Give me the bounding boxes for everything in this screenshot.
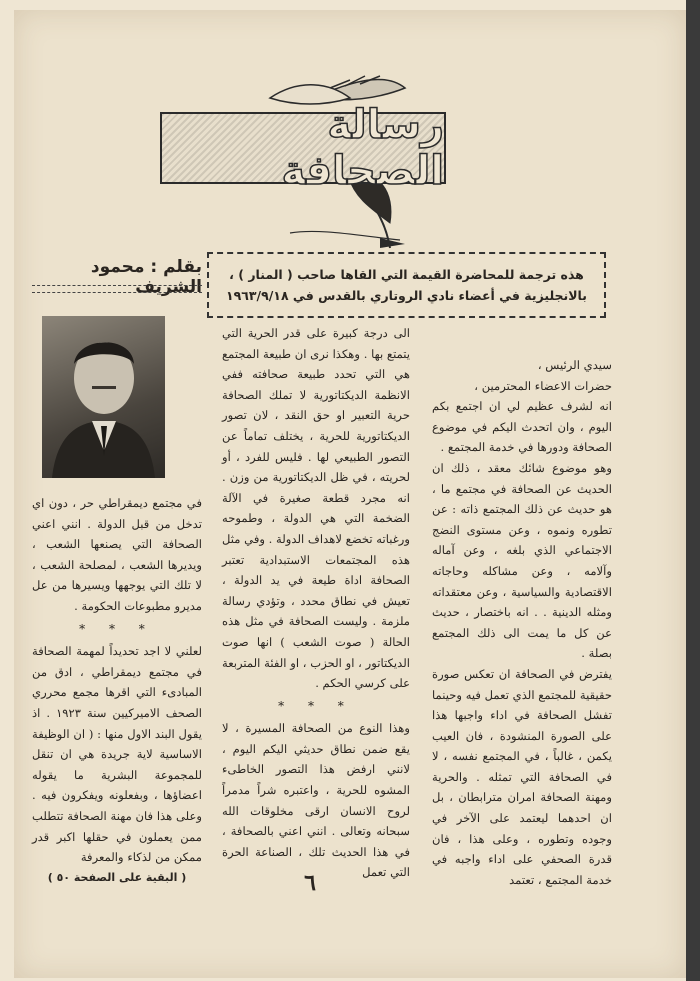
article-column-middle xyxy=(222,323,410,883)
paragraph: لعلني لا اجد تحديداً لمهمة الصحافة في مجتمع ديمقراطي ، ادق من المبادىء التي اقرها مجمع محرري الصحف الاميركيين سنة ١٩٢٣ . اذ يقول البند الاول منها : ( ان الوظيفة الاساسية لاية جريدة هي ان تنقل للمجموعة البشرية ما يقوله اعضاؤها ، وبفعلونه ويفكرون فيه . وعلى هذا فان مهنة الصحافة تتطلب ممن يعملون في حقلها اكبر قدر ممكن من لذكاء والمعرفة xyxy=(32,644,202,865)
continued-note: ( البقية على الصفحة ٥٠ ) xyxy=(47,870,187,884)
paragraph: وهو موضوع شائك معقد ، ذلك ان الحديث عن الصحافة في مجتمع ما ، هو حديث عن ذلك المجتمع ذاته : عن تطوره ونموه ، وعن مستوى النضج الاجتماعي الذي بلغه ، وعن آماله وآلامه ، وعن مشاكله وحاجاته الاقتصادية والسياسية ، وعن معتقداته ومثله الدينية . . انه باختصار ، حديث عن كل ما يمت الى ذلك المجتمع بصلة . xyxy=(432,460,612,661)
page-number: ٦ xyxy=(304,870,316,896)
section-stars: * * * xyxy=(278,698,354,713)
article-column-left xyxy=(32,493,202,888)
paragraph: في مجتمع ديمقراطي حر ، دون اي تدخل من قبل الدولة . انني اعني الصحافة التي يصنعها الشعب ، ويديرها الشعب ، لمصلحة الشعب ، لا تلك التي يوجهها ويسيرها من عل مديرو مطبوعات الحكومة . xyxy=(32,496,202,613)
paragraph: انه لشرف عظيم لي ان اجتمع بكم اليوم ، وان اتحدث اليكم في موضوع الصحافة ودورها في خدمة المجتمع . xyxy=(432,399,612,455)
paragraph: سيدي الرئيس ، xyxy=(537,358,612,372)
paragraph: وهذا النوع من الصحافة المسيرة ، لا يقع ضمن نطاق حديثي اليكم اليوم ، لانني ارفض هذا التصور الخاطىء المشوه للحرية ، واعتبره شراً مدمراً لروح الانسان ارقى مخلوقات الله سبحانه وتعالى . انني اعني بالصحافة ، في هذا الحديث تلك ، الصناعة الحرة التي تعمل xyxy=(222,721,410,880)
author-byline: بقلم : محمود الشريف xyxy=(90,257,202,297)
scan-edge xyxy=(686,0,700,981)
intro-line-1: هذه ترجمة للمحاضرة القيمة التي القاها صاحب ( المنار ) ، xyxy=(229,267,584,282)
masthead-banner xyxy=(160,102,446,194)
intro-box xyxy=(207,252,606,318)
intro-line-2: بالانجليزية في أعضاء نادي الروتاري بالقدس في ١٩٦٣/٩/١٨ xyxy=(226,288,587,303)
paragraph: حضرات الاعضاء المحترمين ، xyxy=(474,378,612,393)
paragraph: يفترض في الصحافة ان تعكس صورة حقيقية للمجتمع الذي تعمل فيه وحينما تفشل الصحافة في اداء واجبها هذا على الصورة المنشودة ، فان العيب يكمن ، غالباً ، في المجتمع نفسه ، لا في الصحافة التي تمثله . والحرية ومهنة الصحافة امران مترابطان ، بل ان احدهما ليعتمد على الآخر في وجوده وتطوره ، وعلى هذا ، فان قدرة الصحفي على اداء واجبه في خدمة المجتمع ، تعتمد xyxy=(432,666,612,887)
section-stars: * * * xyxy=(79,621,155,636)
article-column-right xyxy=(432,355,612,890)
author-photo xyxy=(42,316,165,478)
portrait-figure xyxy=(42,316,165,478)
paragraph: الى درجة كبيرة على قدر الحرية التي يتمتع بها . وهكذا نرى ان طبيعة المجتمع هي التي تحدد طبيعة صحافته ففي الانظمة الديكتاتورية لا تملك الصحافة حرية التعبير او حق النقد ، لان تصور الديكتاتورية للحرية ، يختلف تماماً عن التصور الطبيعي لها . فليس للفرد ، أو لحريته ، في ظل الديكتاتورية من وزن . انه مجرد قطعة صغيرة في الآلة الضخمة التي هي الدولة ، وطموحه ورغباته تخضع لاهداف الدولة . وفي مثل هذه المجتمعات الاستبدادية تعتبر الصحافة اداة طيعة في يد الدولة ، تعيش في نطاق محدد ، وتؤدي رسالة ملزمة . وليست الصحافة في مثل هذه الحالة ( صوت الشعب ) انها صوت الديكتاتور ، او الحزب ، او الفئة المتربعة على كرسي الحكم . xyxy=(222,326,410,691)
masthead-title: رسالة الصحافة xyxy=(281,102,444,194)
author-divider xyxy=(32,285,202,293)
